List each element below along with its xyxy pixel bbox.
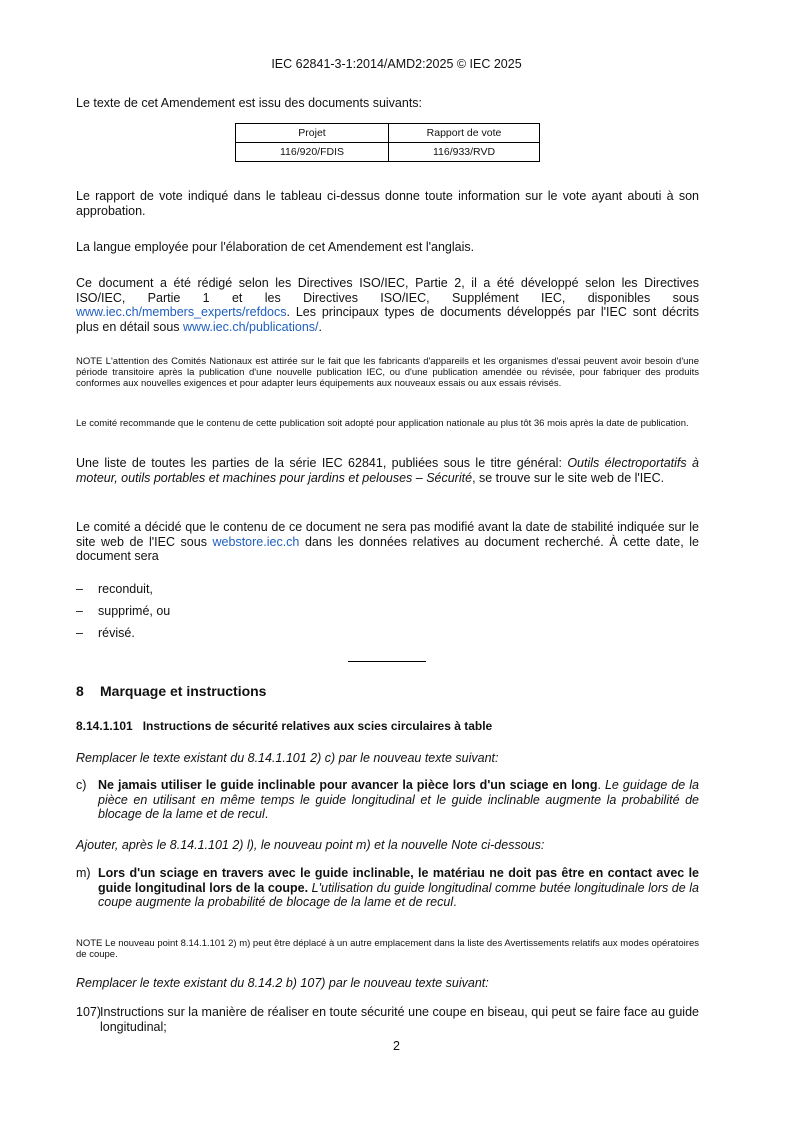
- language-paragraph: La langue employée pour l'élaboration de cet Amendement est l'anglais.: [76, 240, 475, 254]
- webstore-link[interactable]: webstore.iec.ch: [212, 534, 300, 549]
- subsection-heading: 8.14.1.101 Instructions de sécurité relatives aux scies circulaires à table: [76, 719, 493, 733]
- note-new-point: NOTE Le nouveau point 8.14.1.101 2) m) peut être déplacé à un autre emplacement dans la liste des Avertissements relatifs aux modes opératoires de coupe.: [76, 938, 699, 960]
- table-header-rapport: Rapport de vote: [389, 124, 540, 143]
- item-c-italic: Le guidage de la pièce en utilisant en même temps le guide longitudinal et le guide inclinable augmente la probabilité de blocage de la lame et de recul: [98, 778, 699, 821]
- page-header: IEC 62841-3-1:2014/AMD2:2025 © IEC 2025: [271, 57, 522, 71]
- publications-link[interactable]: www.iec.ch/publications/: [183, 319, 319, 334]
- list-item-text: supprimé, ou: [98, 604, 171, 618]
- item-107-label: 107): [76, 1005, 102, 1019]
- list-item: [76, 626, 135, 640]
- instruction-replace-c: Remplacer le texte existant du 8.14.1.101 2) c) par le nouveau texte suivant:: [76, 751, 499, 765]
- list-dash: –: [76, 626, 83, 640]
- list-item: [76, 582, 153, 596]
- item-107: [76, 1005, 699, 1034]
- table-cell-projet: 116/920/FDIS: [236, 143, 389, 162]
- stability-text-2: dans les données relatives au document recherché. À cette date, le document sera: [76, 534, 699, 563]
- directives-text-2: . Les principaux types de documents développés par l'IEC sont décrits plus en détail sous: [76, 305, 699, 334]
- note-transition: NOTE L'attention des Comités Nationaux est attirée sur le fait que les fabricants d'appareils et les organismes d'essai peuvent avoir besoin d'une période transitoire après la publication d'une nouvelle publication IEC, ou d'une publication amendée ou révisée, pour fabriquer des produits conformes aux nouvelles exigences et pour adapter leurs équipements aux nouveaux essais ou aux essais révisés.: [76, 356, 699, 389]
- vote-table: [235, 123, 540, 162]
- directives-text-1: Ce document a été rédigé selon les Directives ISO/IEC, Partie 2, il a été développé selon les Directives ISO/IEC, Partie 1 et les Directives ISO/IEC, Supplément IEC, disponibles sous: [76, 276, 699, 305]
- section-number: 8: [76, 683, 84, 699]
- list-dash: –: [76, 582, 83, 596]
- instruction-add-m: Ajouter, après le 8.14.1.101 2) l), le nouveau point m) et la nouvelle Note ci-dessous:: [76, 838, 545, 852]
- section-heading: [76, 683, 266, 699]
- table-cell-rapport: 116/933/RVD: [389, 143, 540, 162]
- list-item-text: révisé.: [98, 626, 135, 640]
- item-c-label: c): [76, 778, 87, 792]
- item-c-sep: .: [597, 778, 605, 792]
- directives-text-3: .: [318, 319, 322, 334]
- section-title: Marquage et instructions: [100, 683, 267, 699]
- stability-text-1: Le comité a décidé que le contenu de ce document ne sera pas modifié avant la date de stabilité indiquée sur le site web de l'IEC sous: [76, 520, 699, 549]
- stability-paragraph: [76, 520, 699, 564]
- separator-rule: [348, 661, 426, 662]
- directives-paragraph: [76, 276, 699, 334]
- intro-text: Le texte de cet Amendement est issu des documents suivants:: [76, 96, 423, 110]
- item-m-italic: L'utilisation du guide longitudinal comme butée longitudinale lors de la coupe augmente la probabilité de blocage de la lame et de recul: [98, 880, 699, 909]
- page-number: 2: [393, 1039, 400, 1053]
- table-header-projet: Projet: [236, 124, 389, 143]
- series-text-3: , se trouve sur le site web de l'IEC.: [472, 470, 665, 485]
- series-list-paragraph: [76, 456, 699, 485]
- list-dash: –: [76, 604, 83, 618]
- item-m-label: m): [76, 866, 91, 880]
- item-c-end: .: [264, 807, 269, 821]
- item-m: [76, 866, 699, 910]
- item-m-end: .: [453, 895, 457, 909]
- series-title: Outils électroportatifs à moteur, outils portables et machines pour jardins et pelouses – Sécurité: [76, 456, 699, 485]
- series-text-1: Une liste de toutes les parties de la série IEC 62841, publiées sous le titre général:: [76, 456, 568, 470]
- item-107-text: Instructions sur la manière de réaliser en toute sécurité une coupe en biseau, qui peut se faire face au guide longitudinal;: [100, 1005, 699, 1034]
- list-item: [76, 604, 170, 618]
- item-c-bold: Ne jamais utiliser le guide inclinable pour avancer la pièce lors d'un sciage en long: [98, 778, 598, 792]
- vote-paragraph: Le rapport de vote indiqué dans le tableau ci-dessus donne toute information sur le vote ayant abouti à son approbation.: [76, 189, 699, 218]
- item-c: [76, 778, 699, 822]
- item-m-bold: Lors d'un sciage en travers avec le guide inclinable, le matériau ne doit pas être en contact avec le guide longitudinal lors de la coupe.: [98, 866, 699, 895]
- committee-recommendation: Le comité recommande que le contenu de cette publication soit adopté pour application nationale au plus tôt 36 mois après la date de publication.: [76, 418, 689, 429]
- instruction-replace-107: Remplacer le texte existant du 8.14.2 b) 107) par le nouveau texte suivant:: [76, 976, 489, 990]
- list-item-text: reconduit,: [98, 582, 153, 596]
- refdocs-link[interactable]: www.iec.ch/members_experts/refdocs: [76, 305, 287, 319]
